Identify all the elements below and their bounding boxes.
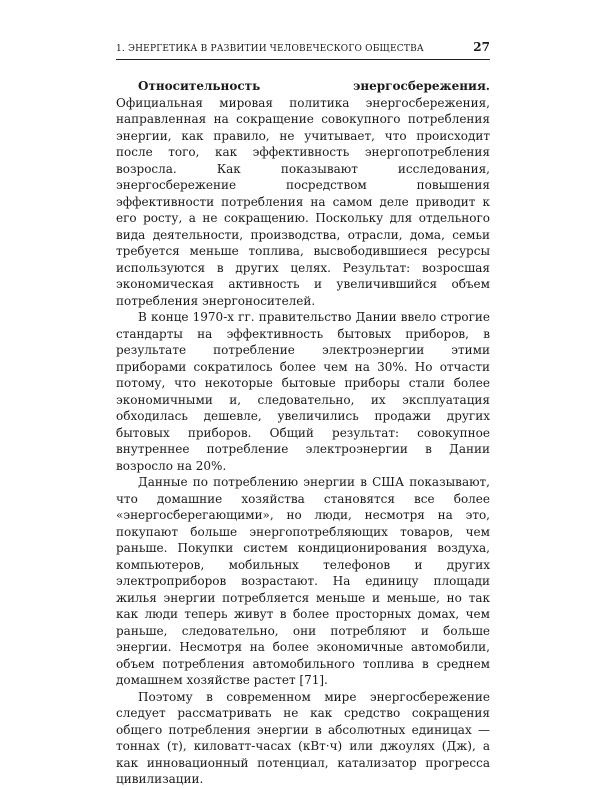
book-page <box>116 40 490 788</box>
paragraph-3: Данные по потреблению энергии в США показывают, что домашние хозяйства становятся все более «энергосберегающими», но люди, несмотря на это, покупают больше энергопотребляющих товаров, чем раньше. Покупки систем кондиционирования воздуха, компьютеров, мобильных телефонов и других электроприборов возрастают. На единицу площади жилья энергии потребляется меньше и меньше, но так как люди теперь живут в более просторных домах, чем раньше, следовательно, они потребляют и больше энергии. Несмотря на более экономичные автомобили, объем потребления автомобильного топлива в среднем домашнем хозяйстве растет [71]. <box>116 475 490 687</box>
paragraph-1-text: Официальная мировая политика энергосбережения, направленная на сокращение совокупного потребления энергии, как правило, не учитывает, что происходит после того, как эффективность энергопотребления возросла. Как показывают исследования, энергосбережение посредством повышения эффективности потребления на самом деле приводит к его росту, а не сокращению. Поскольку для отдельного вида деятельности, производства, отрасли, дома, семьи требуется меньше топлива, высвободившиеся ресурсы используются в других целях. Результат: возросшая экономическая активность и увеличившийся объем потребления энергоносителей. <box>116 95 490 308</box>
running-header <box>116 40 490 60</box>
running-title: 1. ЭНЕРГЕТИКА В РАЗВИТИИ ЧЕЛОВЕЧЕСКОГО ОБЩЕСТВА <box>116 44 424 54</box>
paragraph-1-lead: Относительность энергосбережения. <box>138 79 490 93</box>
page-number: 27 <box>473 40 490 54</box>
paragraph-4: Поэтому в современном мире энергосбережение следует рассматривать не как средство сокращения общего потребления энергии в абсолютных единицах — тоннах (т), киловатт-часах (кВт·ч) или джоулях (Дж), а как инновационный потенциал, катализатор прогресса цивилизации. <box>116 689 490 786</box>
paragraph-2: В конце 1970-х гг. правительство Дании ввело строгие стандарты на эффективность бытовых приборов, в результате потребление электроэнергии этими приборами сократилось более чем на 30%. Но отчасти потому, что некоторые бытовые приборы стали более экономичными и, следовательно, их эксплуатация обходилась дешевле, увеличились продажи других бытовых приборов. Общий результат: совокупное внутреннее потребление электроэнергии в Дании возросло на 20%. <box>116 310 490 473</box>
paragraph-1 <box>116 78 490 309</box>
body-text <box>116 78 490 788</box>
